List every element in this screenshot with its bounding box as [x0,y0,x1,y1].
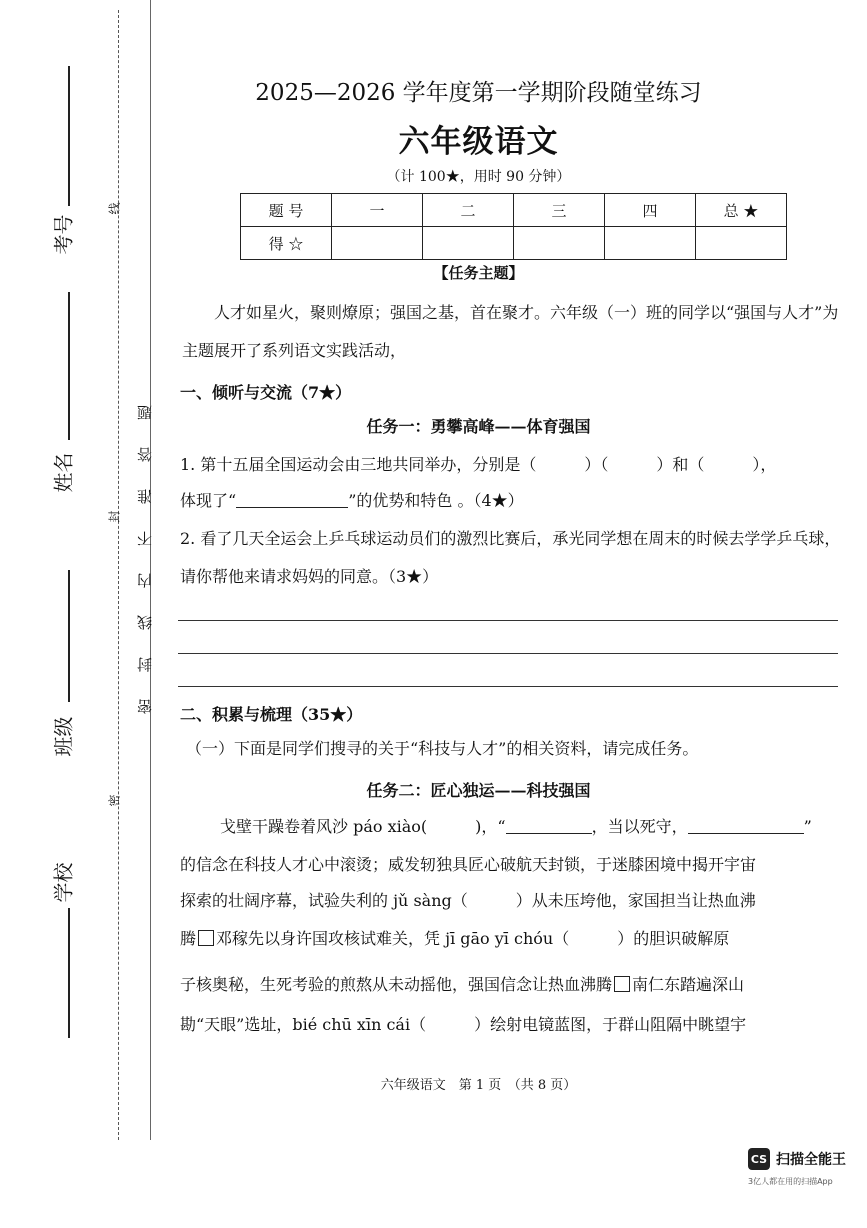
passage-text: ，当以死守， [591,817,688,836]
watermark-tagline: 3亿人都在用的扫描App [748,1177,833,1186]
q1-answer-blank[interactable] [236,491,348,508]
question-1-line2 [180,482,850,520]
passage-text: 戈壁干躁卷着风沙 páo xiào( )，“ [220,817,506,836]
subject-title: 六年级语文 [398,124,559,160]
section-2-subtitle: （一）下面是同学们搜寻的关于“科技与人才”的相关资料，请完成任务。 [186,739,699,758]
page-footer: 六年级语文 第 1 页 （共 8 页） [380,1078,577,1093]
table-cell: 四 [605,194,696,227]
passage-text: 南仁东踏遍深山 [632,975,745,994]
q1-suffix: ”的优势和特色 。（4★） [348,491,524,510]
table-cell: 总 ★ [696,194,787,227]
passage-text: ” [803,817,812,836]
scanner-watermark [748,1148,846,1170]
intro-paragraph: 人才如星火，聚则燎原；强国之基，首在聚才。六年级（一）班的同学以“强国与人才”为主题展开了系列语文实践活动， [182,303,839,360]
punctuation-box[interactable] [614,976,630,992]
table-cell: 得 ☆ [241,227,332,260]
answer-line[interactable] [178,620,838,621]
score-table [240,193,787,260]
passage-line-4 [180,920,850,958]
passage-text: 腾 [180,929,197,948]
seal-instruction: 密封线内不准答题 [136,378,154,714]
score-input-cell[interactable] [514,227,605,260]
section-2-title: 二、积累与梳理（35★） [180,705,363,724]
passage-line-3: 探索的壮阔序幕，试验失利的 jǔ sàng（ ）从未压垮他，家国担当让热血沸 [180,891,756,910]
passage-text: 子核奥秘，生死考验的煎熬从未动摇他，强国信念让热血沸腾 [180,975,613,994]
theme-heading: 【任务主题】 [433,264,524,282]
passage-line-6: 勘“天眼”选址，bié chū xīn cái（ ）绘射电镜蓝图，于群山阻隔中眺望宇 [180,1015,747,1034]
seal-mark-mi: 密 [107,794,122,807]
punctuation-box[interactable] [198,930,214,946]
question-2: 2. 看了几天全运会上乒乓球运动员们的激烈比赛后，承光同学想在周末的时候去学学乒乓球，请你帮他来请求妈妈的同意。（3★） [180,529,841,586]
q1-prefix: 体现了“ [180,491,237,510]
task-2-title: 任务二：匠心独运——科技强国 [366,781,591,800]
answer-line[interactable] [178,653,838,654]
score-table-score-row [241,227,787,260]
class-line [68,570,70,702]
score-input-cell[interactable] [332,227,423,260]
passage-line-5 [180,966,850,1004]
answer-line[interactable] [178,686,838,687]
score-input-cell[interactable] [696,227,787,260]
name-label: 姓名 [51,452,76,493]
seal-mark-feng: 封 [107,510,122,523]
table-cell: 题 号 [241,194,332,227]
exam-title: 2025—2026 学年度第一学期阶段随堂练习 [255,80,702,106]
class-label: 班级 [51,716,76,757]
passage-line-1 [220,808,860,846]
table-cell: 一 [332,194,423,227]
score-table-header-row [241,194,787,227]
task-1-title: 任务一：勇攀高峰——体育强国 [366,417,591,436]
watermark-name: 扫描全能王 [776,1152,846,1168]
table-cell: 三 [514,194,605,227]
score-input-cell[interactable] [423,227,514,260]
idiom-blank-2[interactable] [688,817,804,834]
score-input-cell[interactable] [605,227,696,260]
passage-text: 邓稼先以身许国攻核试难关，凭 jī gāo yī chóu（ ）的胆识破解原 [216,929,730,948]
exam-number-label: 考号 [51,214,76,255]
idiom-blank-1[interactable] [506,817,592,834]
school-label: 学校 [51,862,76,903]
table-cell: 二 [423,194,514,227]
question-1-line1: 1. 第十五届全国运动会由三地共同举办，分别是（ ）（ ）和（ ）， [180,455,777,474]
seal-mark-xian: 线 [107,202,122,215]
section-1-title: 一、倾听与交流（7★） [180,383,352,402]
school-line [68,908,70,1038]
passage-line-2: 的信念在科技人才心中滚烫；威发轫独具匠心破航天封锁，于迷膝困境中揭开宇宙 [180,855,757,874]
exam-note: （计 100★，用时 90 分钟） [386,169,571,185]
camscanner-logo-icon: CS [748,1148,770,1170]
